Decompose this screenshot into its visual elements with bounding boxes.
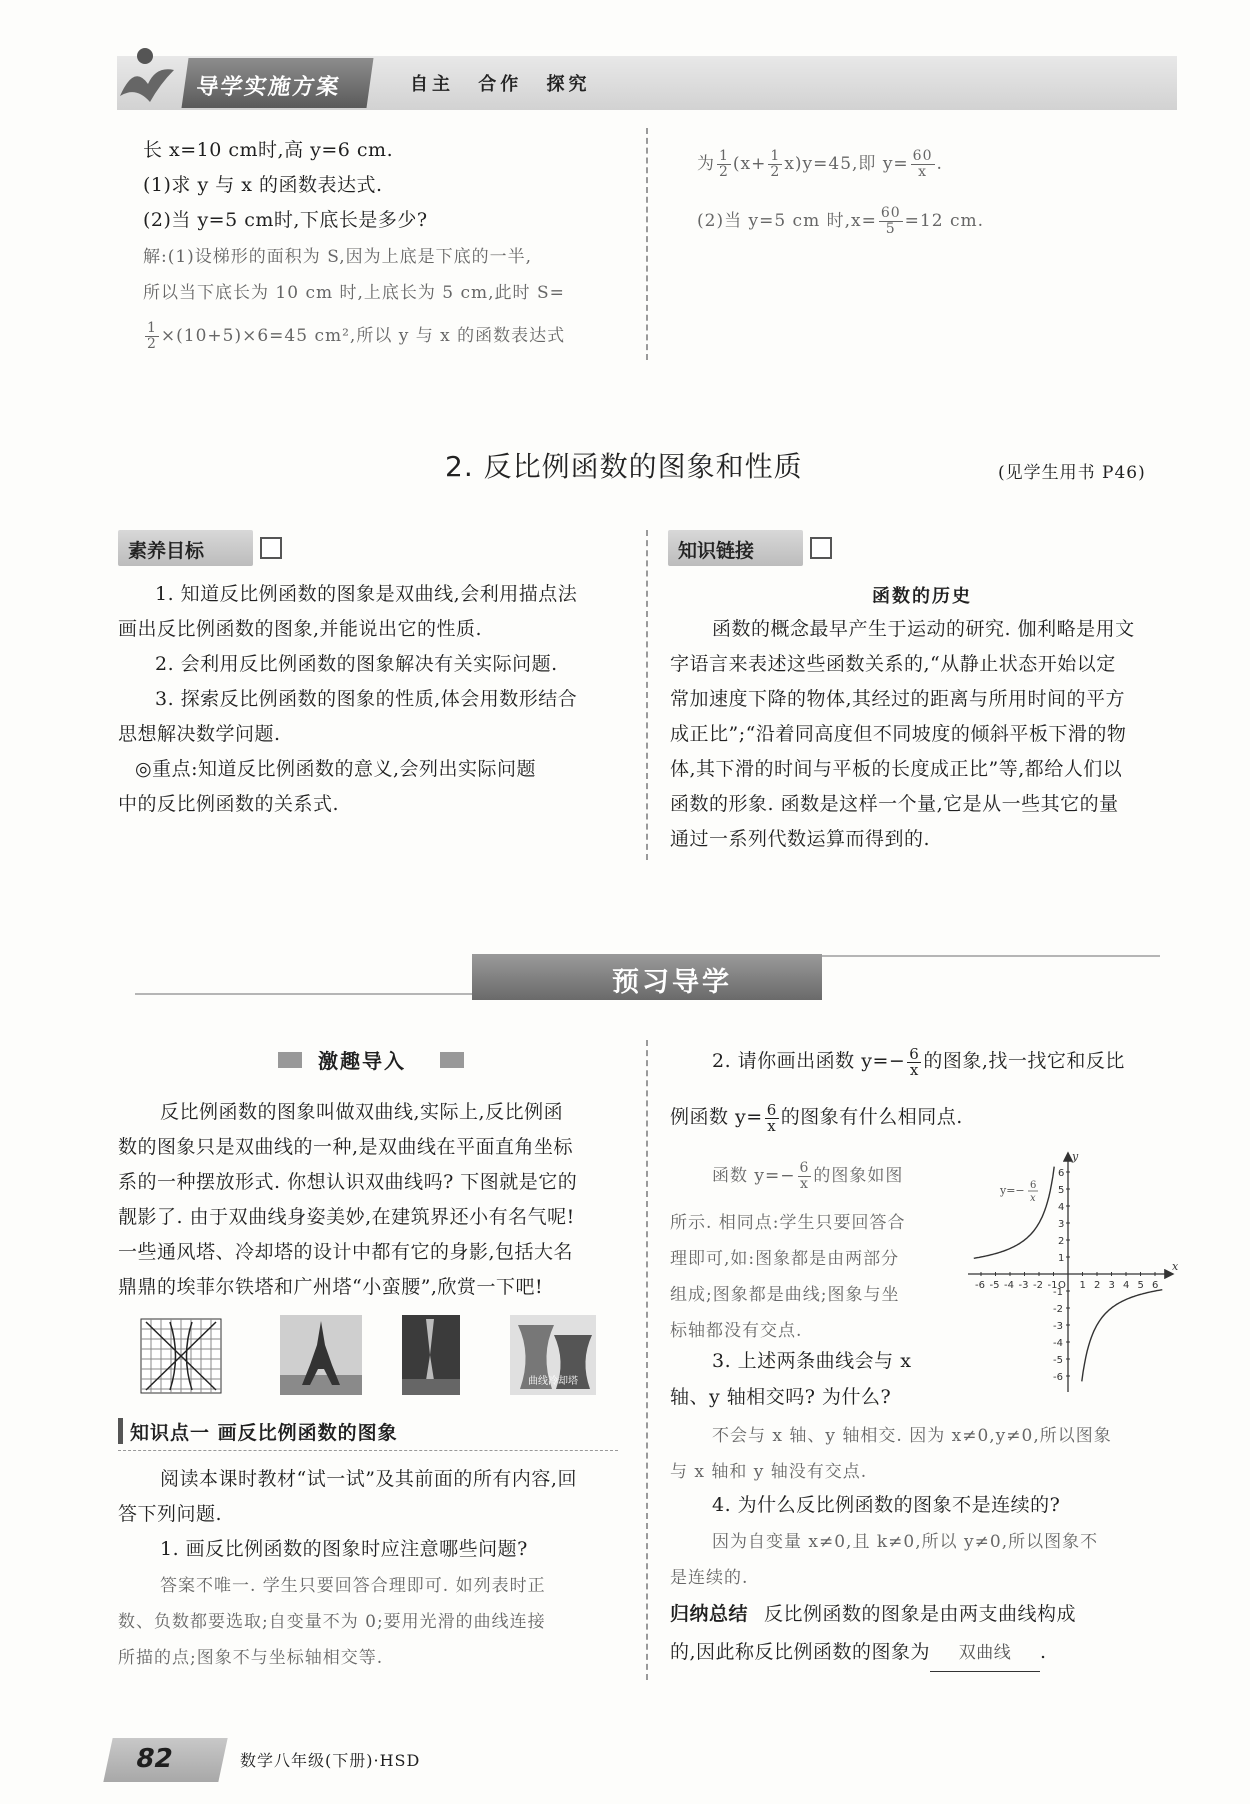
curve-right-branch xyxy=(1082,1290,1163,1382)
answer-line: 理即可,如:图象都是由两部分 xyxy=(670,1249,900,1269)
header-banner-title: 导学实施方案 xyxy=(181,58,373,108)
title-marker xyxy=(118,1418,123,1444)
hyperbola-grid-image xyxy=(140,1318,222,1394)
answer-line: 与 x 轴和 y 轴没有交点. xyxy=(670,1462,868,1482)
x-tick-label: 1 xyxy=(1079,1280,1086,1291)
y-tick-label: -2 xyxy=(1053,1304,1063,1315)
answer-line: 因为自变量 x≠0,且 k≠0,所以 y≠0,所以图象不 xyxy=(712,1532,1099,1552)
answer-line: 组成;图象都是曲线;图象与坐 xyxy=(670,1285,900,1305)
answer-blank: 双曲线 xyxy=(930,1636,1040,1672)
y-axis-label: y xyxy=(1072,1150,1079,1163)
x-tick-label: 3 xyxy=(1108,1280,1115,1291)
text-line: 3. 上述两条曲线会与 x xyxy=(712,1350,912,1372)
text-line: 成正比”;“沿着同高度但不同坡度的倾斜平板下滑的物 xyxy=(670,723,1127,745)
text-line: 长 x=10 cm时,高 y=6 cm. xyxy=(143,139,394,161)
text-line: 轴、y 轴相交吗? 为什么? xyxy=(670,1386,892,1408)
header-words: 自主 合作 探究 xyxy=(410,74,591,95)
text-line: 系的一种摆放形式. 你想认识双曲线吗? 下图就是它的 xyxy=(118,1171,578,1193)
intro-title: 激趣导入 xyxy=(318,1049,406,1073)
text-line: 鼎鼎的埃菲尔铁塔和广州塔“小蛮腰”,欣赏一下吧! xyxy=(118,1276,544,1298)
text-line: 函数的形象. 函数是这样一个量,它是从一些其它的量 xyxy=(670,793,1119,815)
text-line: 字语言来表述这些函数关系的,“从静止状态开始以定 xyxy=(670,653,1116,675)
image-caption: 曲线冷却塔 xyxy=(528,1376,578,1387)
answer-line: 答案不唯一. 学生只要回答合理即可. 如列表时正 xyxy=(160,1576,546,1596)
canton-tower-image xyxy=(402,1315,460,1395)
answer-line: $\frac{1}{2}$ ×(10+5)×6=45 cm²,所以 y 与 x 的函数表达式 xyxy=(147,320,566,352)
y-tick-label: 4 xyxy=(1058,1202,1065,1213)
answer-line: 是连续的. xyxy=(670,1568,749,1588)
text-line: 思想解决数学问题. xyxy=(118,723,281,745)
logo-icon xyxy=(112,44,182,110)
arrow-icon xyxy=(810,537,832,559)
x-tick-label: 2 xyxy=(1094,1280,1101,1291)
y-tick-label: 6 xyxy=(1058,1168,1065,1179)
text-line: 例函数 y= $\frac{6}{x}$ 的图象有什么相同点. xyxy=(670,1100,963,1135)
text-line: 体,其下滑的时间与平板的长度成正比”等,都给人们以 xyxy=(670,758,1123,780)
answer-line: 数、负数都要选取;自变量不为 0;要用光滑的曲线连接 xyxy=(118,1612,546,1632)
y-tick-label: -5 xyxy=(1053,1355,1063,1366)
page-number: 82 xyxy=(103,1738,227,1782)
x-tick-label: -5 xyxy=(989,1280,1000,1291)
x-tick-label: O xyxy=(1058,1280,1066,1291)
x-tick-label: -1 xyxy=(1047,1280,1058,1291)
text-line: 阅读本课时教材“试一试”及其前面的所有内容,回 xyxy=(160,1468,577,1490)
text-line: 4. 为什么反比例函数的图象不是连续的? xyxy=(712,1494,1061,1516)
curve-label-den: x xyxy=(1030,1193,1036,1204)
title-marker xyxy=(440,1052,464,1068)
y-tick-label: 5 xyxy=(1058,1185,1065,1196)
answer-line: 标轴都没有交点. xyxy=(670,1321,803,1341)
text-line: 一些通风塔、冷却塔的设计中都有它的身影,包括大名 xyxy=(118,1241,574,1263)
answer-line: (2)当 y=5 cm 时,x= $\frac{60}{5}$ =12 cm. xyxy=(697,205,984,237)
y-tick-label: -6 xyxy=(1053,1372,1063,1383)
divider xyxy=(118,1450,618,1451)
summary-label: 归纳总结 xyxy=(670,1603,749,1625)
text-line: 靓影了. 由于双曲线身姿美妙,在建筑界还小有名气呢! xyxy=(118,1206,575,1228)
text-line: 常加速度下降的物体,其经过的距离与所用时间的平方 xyxy=(670,688,1126,710)
link-subtitle: 函数的历史 xyxy=(872,586,972,607)
y-tick-label: 1 xyxy=(1058,1253,1065,1264)
eiffel-tower-image xyxy=(280,1315,362,1395)
text-line: 的,因此称反比例函数的图象为 双曲线 . xyxy=(670,1635,1047,1672)
kp1-title: 知识点一 画反比例函数的图象 xyxy=(130,1422,398,1444)
x-axis-label: x xyxy=(1172,1260,1178,1273)
answer-line: 所示. 相同点:学生只要回答合 xyxy=(670,1213,906,1233)
link-tag: 知识链接 xyxy=(668,530,803,566)
x-tick-label: 4 xyxy=(1123,1280,1130,1291)
text-line: 2. 会利用反比例函数的图象解决有关实际问题. xyxy=(155,653,558,675)
x-tick-label: 5 xyxy=(1137,1280,1144,1291)
text-line: 画出反比例函数的图象,并能说出它的性质. xyxy=(118,618,483,640)
section-title: 2. 反比例函数的图象和性质 xyxy=(445,450,803,483)
text-line: 归纳总结 反比例函数的图象是由两支曲线构成 xyxy=(670,1603,1077,1625)
answer-line: 所以当下底长为 10 cm 时,上底长为 5 cm,此时 S= xyxy=(143,283,565,303)
text-line: 1. 画反比例函数的图象时应注意哪些问题? xyxy=(160,1538,528,1560)
answer-line: 不会与 x 轴、y 轴相交. 因为 x≠0,y≠0,所以图象 xyxy=(712,1426,1112,1446)
text-line: 数的图象只是双曲线的一种,是双曲线在平面直角坐标 xyxy=(118,1136,574,1158)
answer-line: 为 $\frac{1}{2}$ (x+ $\frac{1}{2}$ x)y=45,即 y= $\frac{60}{x}$ . xyxy=(697,148,943,180)
answer-line: 解:(1)设梯形的面积为 S,因为上底是下底的一半, xyxy=(143,247,533,267)
text-line: 通过一系列代数运算而得到的. xyxy=(670,828,931,850)
text-line: 1. 知道反比例函数的图象是双曲线,会利用描点法 xyxy=(155,583,578,605)
footer-book: 数学八年级(下册)·HSD xyxy=(240,1751,421,1770)
x-tick-label: -3 xyxy=(1018,1280,1029,1291)
text-line: 2. 请你画出函数 y=− $\frac{6}{x}$ 的图象,找一找它和反比 xyxy=(712,1044,1125,1079)
text-line: 答下列问题. xyxy=(118,1503,223,1525)
x-tick-label: -2 xyxy=(1033,1280,1043,1291)
section-reference: (见学生用书 P46) xyxy=(998,463,1146,483)
column-divider xyxy=(646,128,648,360)
text-line: 反比例函数的图象叫做双曲线,实际上,反比例函 xyxy=(160,1101,564,1123)
text-line: (1)求 y 与 x 的函数表达式. xyxy=(143,174,383,196)
banner-rule xyxy=(820,955,1160,957)
y-tick-label: -4 xyxy=(1053,1338,1063,1349)
text-line: (2)当 y=5 cm时,下底长是多少? xyxy=(143,209,428,231)
column-divider xyxy=(646,1040,648,1680)
x-tick-label: -6 xyxy=(975,1280,985,1291)
x-tick-label: 6 xyxy=(1152,1280,1159,1291)
banner-rule xyxy=(135,993,475,995)
y-tick-label: 3 xyxy=(1058,1219,1065,1230)
y-tick-label: 2 xyxy=(1058,1236,1065,1247)
text-line: 中的反比例函数的关系式. xyxy=(118,793,340,815)
arrow-icon xyxy=(260,537,282,559)
curve-left-branch xyxy=(974,1167,1054,1259)
curve-label: y=− xyxy=(1000,1184,1025,1197)
text-line: 3. 探索反比例函数的图象的性质,体会用数形结合 xyxy=(155,688,578,710)
column-divider xyxy=(646,530,648,860)
answer-line: 函数 y=− $\frac{6}{x}$ 的图象如图 xyxy=(712,1160,904,1192)
y-tick-label: -1 xyxy=(1053,1287,1063,1298)
answer-line: 所描的点;图象不与坐标轴相交等. xyxy=(118,1648,384,1668)
goals-tag: 素养目标 xyxy=(118,530,253,566)
x-tick-label: -4 xyxy=(1004,1280,1014,1291)
text-line: 函数的概念最早产生于运动的研究. 伽利略是用文 xyxy=(712,618,1135,640)
preview-banner: 预习导学 xyxy=(472,954,822,1000)
text-line: ◎重点:知道反比例函数的意义,会列出实际问题 xyxy=(135,758,537,780)
y-tick-label: -3 xyxy=(1053,1321,1063,1332)
curve-label-num: 6 xyxy=(1030,1180,1037,1191)
x-ticks xyxy=(975,1272,1158,1291)
title-marker xyxy=(278,1052,302,1068)
hyperbola-graph xyxy=(960,1148,1178,1396)
